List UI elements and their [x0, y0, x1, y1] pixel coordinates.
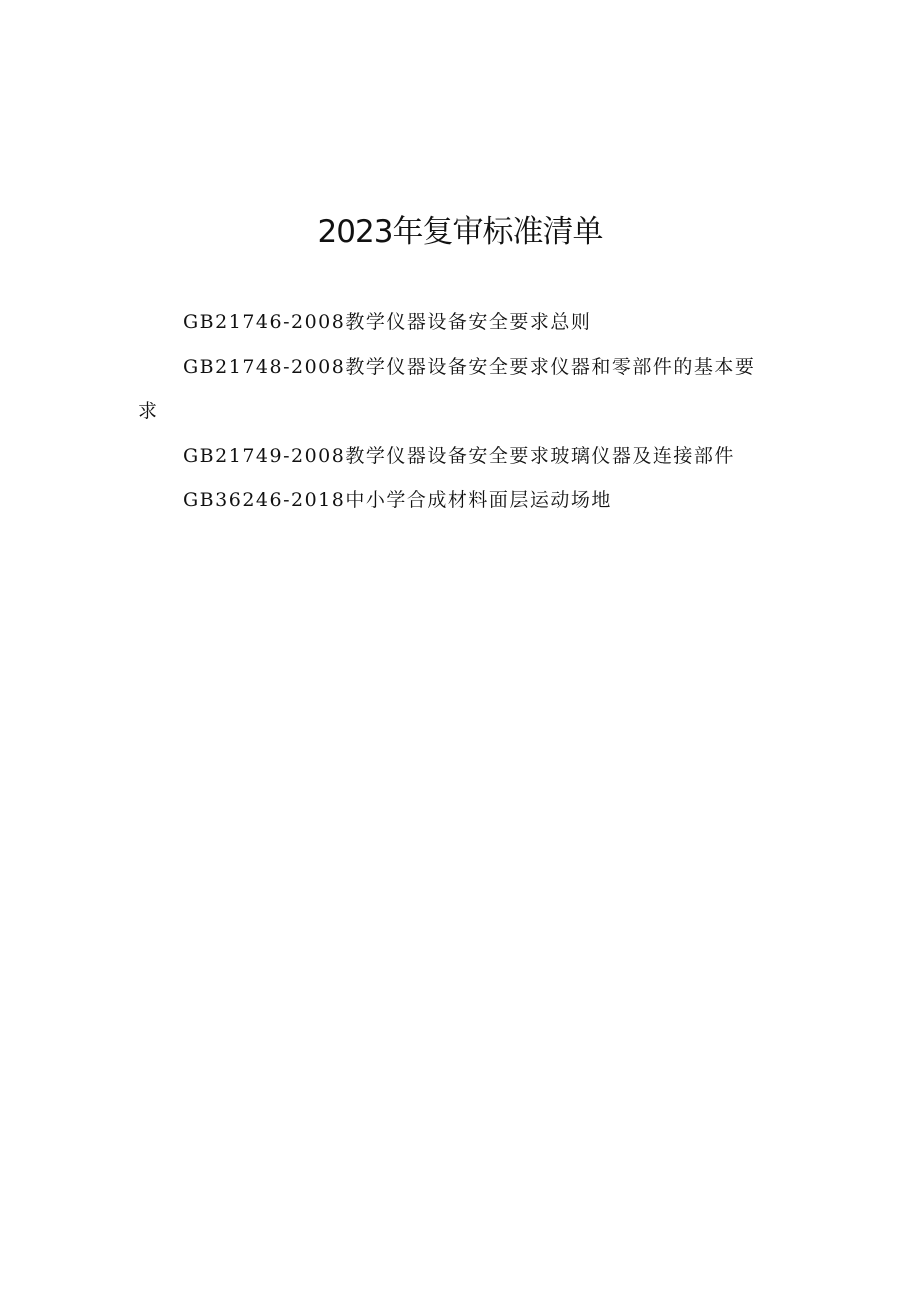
- standards-list: [138, 300, 758, 523]
- standard-item-3: GB21749-2008教学仪器设备安全要求玻璃仪器及连接部件: [183, 444, 735, 467]
- standard-item-4: GB36246-2018中小学合成材料面层运动场地: [183, 489, 612, 512]
- standard-item-1: GB21746-2008教学仪器设备安全要求总则: [183, 311, 592, 333]
- document-title: 2023年复审标准清单: [317, 214, 603, 250]
- standard-item-2: GB21748-2008教学仪器设备安全要求仪器和零部件的基本要求: [138, 355, 756, 423]
